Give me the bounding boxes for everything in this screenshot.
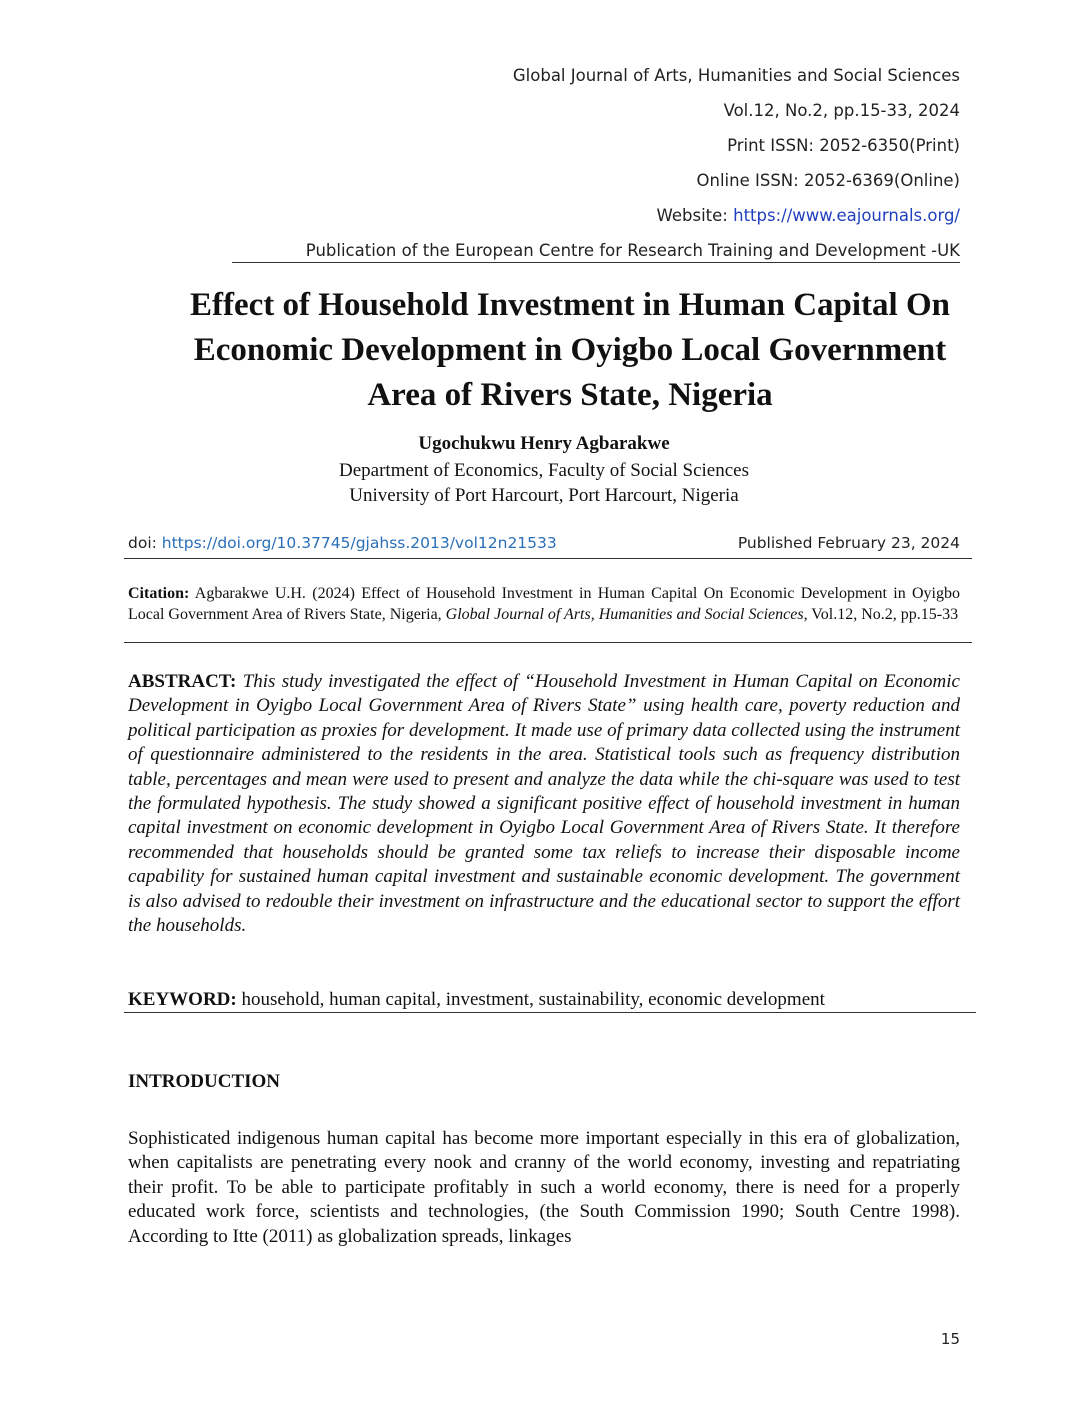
doi-label: doi: [128, 534, 162, 552]
keywords [128, 989, 978, 1011]
doi-row [128, 534, 960, 552]
abstract-text: This study investigated the effect of “Household Investment in Human Capital on Economic Development in Oyigbo Local Government Area of Rivers State” using health care, poverty reduction and political participation as proxies for development. It made use of primary data collected using the instrument of questionnaire administered to the residents in the area. Statistical tools such as frequency distribution table, percentages and mean were used to present and analyze the data while the chi-square was used to test the formulated hypothesis. The study showed a significant positive effect of household investment in human capital investment on economic development in Oyigbo Local Government Area of Rivers State. It therefore recommended that households should be granted some tax reliefs to increase their disposable income capability for sustained human capital investment and sustainable economic development. The government is also advised to redouble their investment on infrastructure and the educational sector to support the effort the households. [128, 671, 960, 937]
author-name: Ugochukwu Henry Agbarakwe [418, 433, 670, 454]
citation-journal: Global Journal of Arts, Humanities and Social Sciences [445, 606, 804, 623]
citation-label: Citation: [128, 585, 190, 602]
article-title [140, 283, 1000, 418]
title-line-2: Economic Development in Oyigbo Local Government [193, 332, 947, 368]
introduction-heading: INTRODUCTION [128, 1071, 281, 1092]
citation-divider [124, 642, 972, 643]
page-number: 15 [940, 1330, 960, 1348]
author-department: Department of Economics, Faculty of Social Sciences [339, 460, 749, 481]
journal-name: Global Journal of Arts, Humanities and Social Sciences [512, 66, 960, 85]
citation-text: Agbarakwe U.H. (2024) Effect of Household Investment in Human Capital On Economic Development in Oyigbo Local Government Area of Rivers State, Nigeria, [128, 585, 960, 623]
keyword-label: KEYWORD: [128, 989, 237, 1010]
website-link[interactable]: https://www.eajournals.org/ [733, 206, 960, 225]
author-university: University of Port Harcourt, Port Harcourt, Nigeria [349, 485, 739, 506]
published-date: Published February 23, 2024 [737, 534, 960, 552]
keyword-text: household, human capital, investment, sustainability, economic development [236, 989, 825, 1010]
abstract [128, 670, 960, 938]
header-divider [232, 262, 960, 263]
print-issn: Print ISSN: 2052-6350(Print) [727, 136, 960, 155]
keyword-divider [124, 1012, 976, 1013]
volume-info: Vol.12, No.2, pp.15-33, 2024 [723, 101, 960, 120]
citation-tail: , Vol.12, No.2, pp.15-33 [803, 606, 959, 623]
online-issn: Online ISSN: 2052-6369(Online) [696, 171, 960, 190]
doi-link[interactable]: https://doi.org/10.37745/gjahss.2013/vol12n21533 [161, 534, 557, 552]
citation [128, 583, 960, 625]
title-line-3: Area of Rivers State, Nigeria [367, 377, 773, 413]
title-line-1: Effect of Household Investment in Human Capital On [190, 287, 950, 323]
doi-divider [124, 558, 972, 559]
abstract-label: ABSTRACT: [128, 671, 237, 692]
website-label: Website: [656, 206, 734, 225]
publisher-line: Publication of the European Centre for Research Training and Development -UK [305, 241, 960, 260]
website-line [657, 206, 960, 225]
introduction-text: Sophisticated indigenous human capital has become more important especially in this era of globalization, when capitalists are penetrating every nook and cranny of the world economy, investing and repatriating their profit. To be able to participate profitably in such a world economy, there is need for a properly educated work force, scientists and technologies, (the South Commission 1990; South Centre 1998). According to Itte (2011) as globalization spreads, linkages [128, 1128, 960, 1247]
